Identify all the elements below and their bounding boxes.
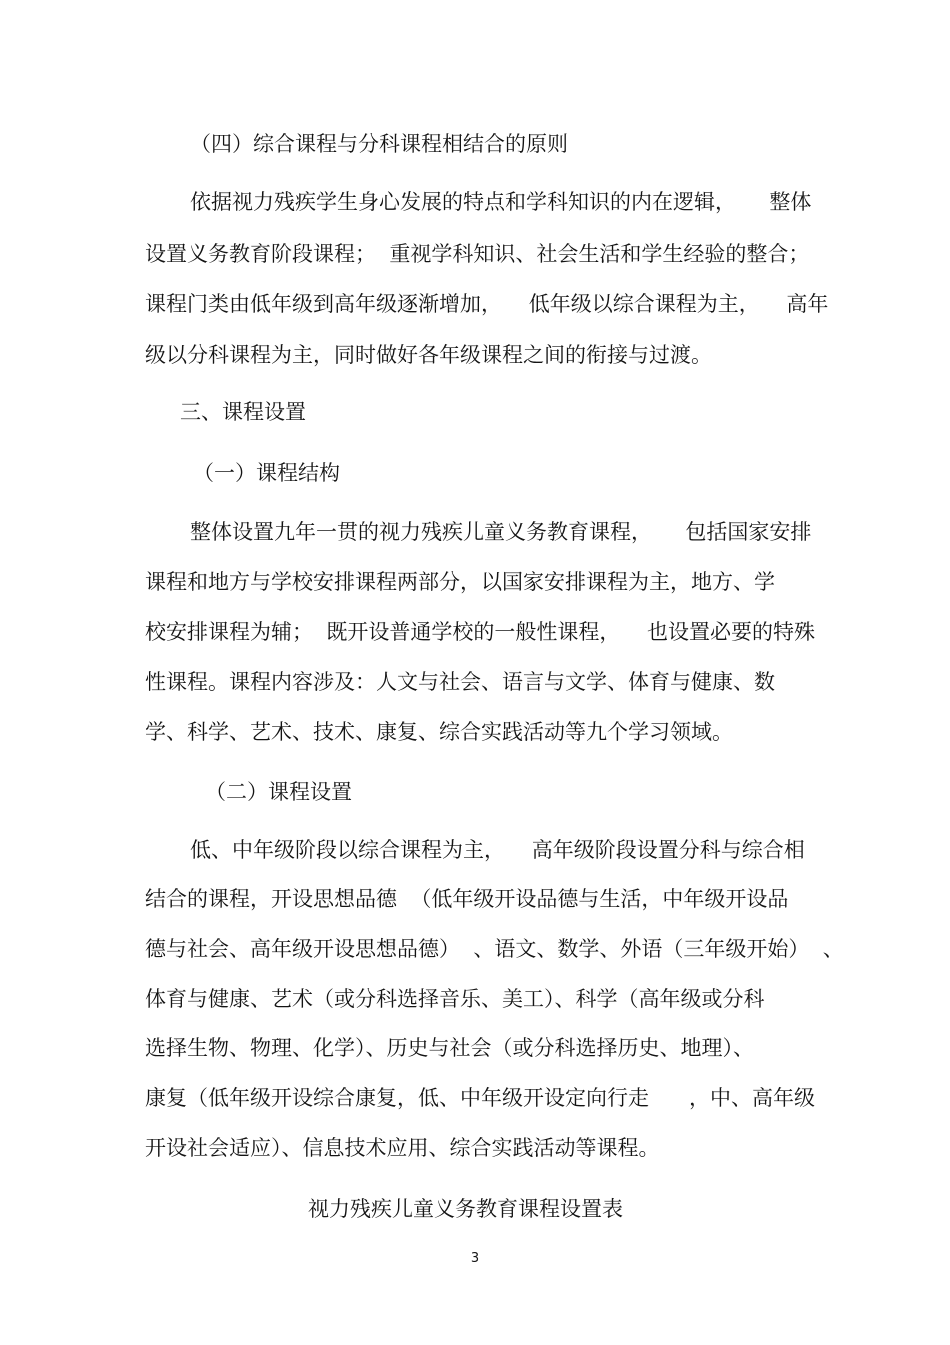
paragraph-line: 性课程。课程内容涉及：人文与社会、语言与文学、体育与健康、数 [145,670,775,694]
paragraph-line: 体育与健康、艺术（或分科选择音乐、美工）、科学（高年级或分科 [145,987,765,1011]
subsection-heading-one: （一）课程结构 [193,461,340,485]
paragraph-line: 设置义务教育阶段课程； 重视学科知识、社会生活和学生经验的整合； [145,242,810,266]
paragraph-line: 级以分科课程为主，同时做好各年级课程之间的衔接与过渡。 [145,343,712,367]
paragraph-line: 课程和地方与学校安排课程两部分，以国家安排课程为主，地方、学 [145,570,775,594]
paragraph-line: 依据视力残疾学生身心发展的特点和学科知识的内在逻辑， 整体 [190,190,812,214]
paragraph-line: 课程门类由低年级到高年级逐渐增加， 低年级以综合课程为主， 高年 [145,292,829,316]
paragraph-line: 选择生物、物理、化学）、历史与社会（或分科选择历史、地理）、 [145,1036,754,1060]
page-number: 3 [470,1251,480,1266]
table-title: 视力残疾儿童义务教育课程设置表 [308,1197,623,1221]
paragraph-line: 结合的课程，开设思想品德 （低年级开设品德与生活，中年级开设品 [145,887,789,911]
paragraph-line: 整体设置九年一贯的视力残疾儿童义务教育课程， 包括国家安排 [190,520,812,544]
paragraph-line: 校安排课程为辅； 既开设普通学校的一般性课程， 也设置必要的特殊 [145,620,816,644]
paragraph-line: 开设社会适应）、信息技术应用、综合实践活动等课程。 [145,1136,660,1160]
paragraph-line: 学、科学、艺术、技术、康复、综合实践活动等九个学习领域。 [145,720,733,744]
subsection-heading-two: （二）课程设置 [205,780,352,804]
subsection-heading-four: （四）综合课程与分科课程相结合的原则 [190,132,568,156]
paragraph-line: 低、中年级阶段以综合课程为主， 高年级阶段设置分科与综合相 [190,838,805,862]
section-heading-three: 三、课程设置 [180,400,306,424]
paragraph-line: 康复（低年级开设综合康复，低、中年级开设定向行走 ，中、高年级 [145,1086,816,1110]
paragraph-line: 德与社会、高年级开设思想品德） 、语文、数学、外语（三年级开始） 、 [145,937,844,961]
